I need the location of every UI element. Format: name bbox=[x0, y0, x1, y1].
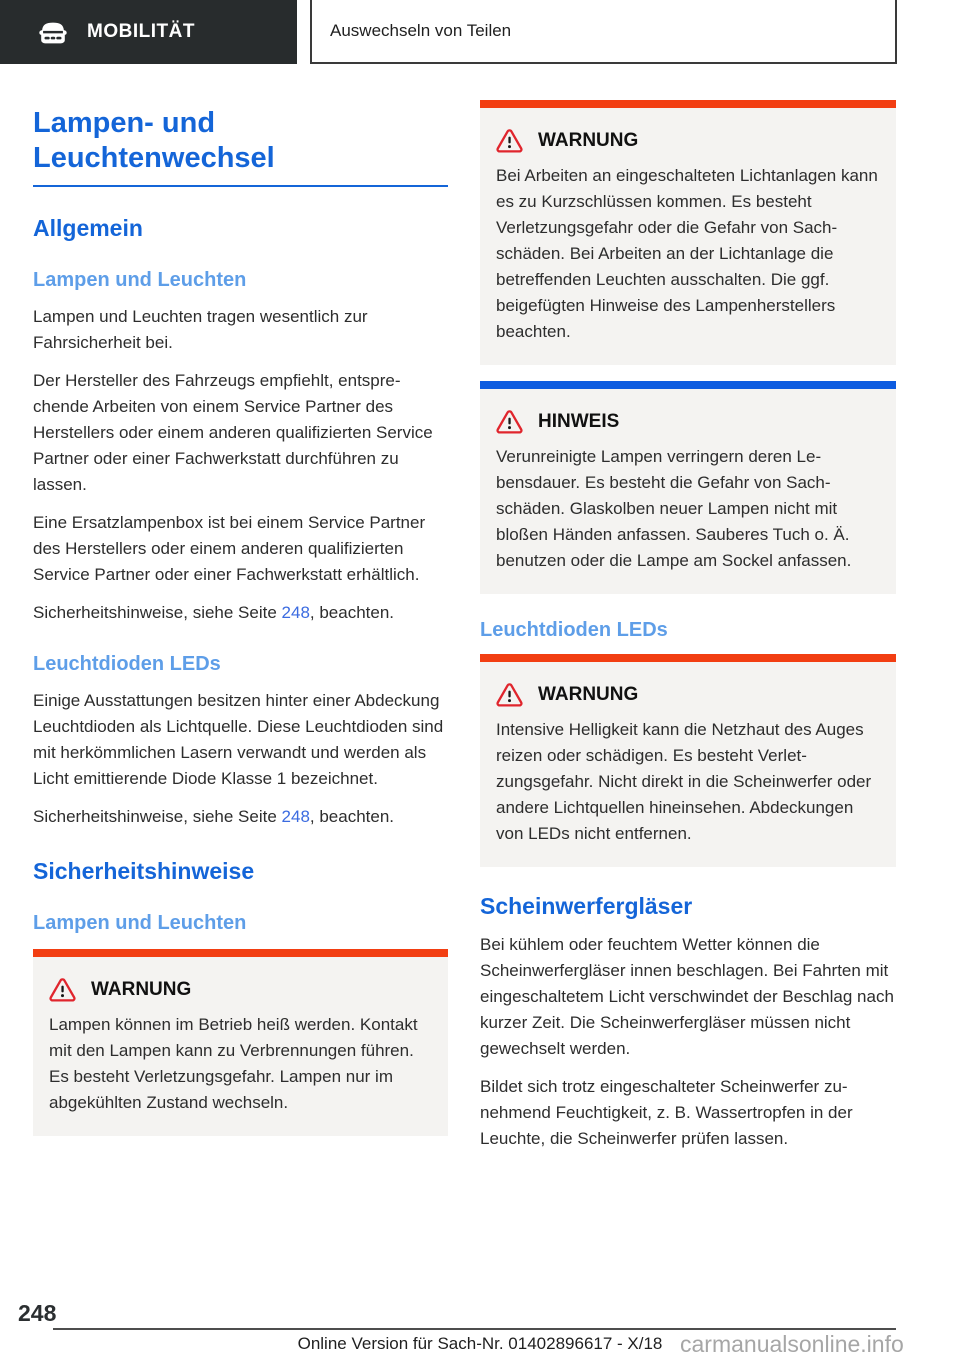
page-ref-link[interactable]: 248 bbox=[281, 603, 310, 622]
paragraph-intro: Lampen und Leuchten tragen wesentlich zur Fahrsicherheit bei. bbox=[33, 307, 368, 352]
warning-label: WARNUNG bbox=[91, 979, 192, 1000]
title-underline bbox=[33, 185, 448, 187]
chapter-tab-label: MOBILITÄT bbox=[87, 21, 195, 42]
footer-version-text: Online Version für Sach-Nr. 01402896617 - X/18 bbox=[297, 1334, 663, 1353]
watermark-text: carmanualsonline.info bbox=[680, 1331, 904, 1357]
heading-sicherheitshinweise: Sicherheitshinweise bbox=[33, 858, 255, 884]
warning-accent-bar bbox=[33, 949, 448, 957]
hinweis-label: HINWEIS bbox=[538, 411, 620, 432]
section-header-box bbox=[310, 0, 897, 64]
warning-triangle-icon bbox=[49, 978, 76, 1002]
footer-rule bbox=[53, 1328, 896, 1330]
right-column bbox=[480, 100, 896, 1152]
left-column bbox=[33, 100, 448, 1136]
page-ref-post: , beachten. bbox=[309, 603, 395, 622]
subheading-lampen-und-leuchten-2: Lampen und Leuchten bbox=[33, 912, 247, 934]
page-ref-post: , beachten. bbox=[309, 807, 395, 826]
hinweis-accent-bar bbox=[480, 381, 896, 389]
car-front-icon bbox=[36, 20, 70, 45]
paragraph-beschlag: Bei kühlem oder feuchtem Wetter können die Scheinwerfergläser innen beschlagen. Bei Fahrten mit eingeschaltetem Licht verschwindet der Beschlag nach kurzer Zeit. Die Scheinwerfergläser müssen nicht gewechselt werden. bbox=[480, 935, 894, 1058]
paragraph-hersteller: Der Hersteller des Fahrzeugs empfiehlt, entsprechende Arbeiten von einem Service Partner des Herstellers oder einem anderen qualifizierten Service Partner oder einer Fachwerkstatt durchführen zu lassen. bbox=[33, 371, 433, 494]
paragraph-page-reference bbox=[33, 804, 448, 830]
heading-scheinwerferglaeser: Scheinwerfergläser bbox=[480, 893, 693, 919]
warning-triangle-icon bbox=[496, 129, 523, 153]
subheading-leuchtdioden-leds-right: Leuchtdioden LEDs bbox=[480, 619, 668, 641]
warning-triangle-icon bbox=[496, 683, 523, 707]
page-title: Lampen- und Leuchtenwechsel bbox=[33, 107, 275, 174]
paragraph-page-reference bbox=[33, 600, 448, 626]
hinweis-text: Verunreinigte Lampen verringern deren Lebensdauer. Es besteht die Gefahr von Sachschäden. Glaskolben neuer Lampen nicht mit bloßen Händen anfassen. Sauberes Tuch o. Ä. benutzen oder die Lampe am Sockel anfassen. bbox=[496, 447, 852, 570]
warning-triangle-icon bbox=[496, 410, 523, 434]
hinweis-box-verunreinigte-lampen bbox=[480, 381, 896, 594]
paragraph-leds: Einige Ausstattungen besitzen hinter einer Abdeckung Leuchtdioden als Lichtquelle. Diese Leuchtdioden sind mit herkömmlichen Lasern verwandt und werden als Licht emittierende Diode Klasse 1 bezeichnet. bbox=[33, 691, 444, 788]
warning-text: Bei Arbeiten an eingeschalteten Lichtanlagen kann es zu Kurzschlüssen kommen. Es besteht Verletzungsgefahr oder die Gefahr von Sachschäden. Bei Arbeiten an der Lichtanlage die betreffenden Leuchten ausschalten. Die ggf. beigefügten Hinweise des Lampenherstellers beachten. bbox=[496, 166, 878, 341]
warning-box-helligkeit bbox=[480, 654, 896, 867]
warning-box-lichtanlagen bbox=[480, 100, 896, 365]
page-ref-pre: Sicherheitshinweise, siehe Seite bbox=[33, 603, 282, 622]
page-ref-link[interactable]: 248 bbox=[281, 807, 310, 826]
page-number: 248 bbox=[18, 1300, 57, 1326]
heading-allgemein: Allgemein bbox=[33, 215, 143, 241]
warning-accent-bar bbox=[480, 654, 896, 662]
warning-box-lampen-heiss bbox=[33, 949, 448, 1136]
section-header-label: Auswechseln von Teilen bbox=[330, 21, 512, 40]
page-ref-pre: Sicherheitshinweise, siehe Seite bbox=[33, 807, 282, 826]
warning-text: Intensive Helligkeit kann die Netzhaut des Auges reizen oder schädigen. Es besteht Verletzungsgefahr. Nicht direkt in die Scheinwerfer oder andere Lichtquellen hineinsehen. Abdeckungen von LEDs nicht entfernen. bbox=[496, 720, 872, 843]
warning-text: Lampen können im Betrieb heiß werden. Kontakt mit den Lampen kann zu Verbrennungen führen. Es besteht Verletzungsgefahr. Lampen nur im abgekühlten Zustand wechseln. bbox=[49, 1015, 418, 1112]
paragraph-ersatzlampenbox: Eine Ersatzlampenbox ist bei einem Service Partner des Herstellers oder einem anderen qualifizierten Service Partner oder einer Fachwerkstatt erhältlich. bbox=[33, 513, 426, 584]
paragraph-feuchtigkeit: Bildet sich trotz eingeschalteter Scheinwerfer zunehmend Feuchtigkeit, z. B. Wassertropfen in der Leuchte, die Scheinwerfer prüfen lassen. bbox=[480, 1077, 853, 1148]
subheading-lampen-und-leuchten: Lampen und Leuchten bbox=[33, 269, 247, 291]
chapter-tab-mobility bbox=[0, 0, 297, 64]
subheading-leuchtdioden-leds: Leuchtdioden LEDs bbox=[33, 653, 221, 675]
warning-accent-bar bbox=[480, 100, 896, 108]
warning-label: WARNUNG bbox=[538, 130, 639, 151]
warning-label: WARNUNG bbox=[538, 684, 639, 705]
